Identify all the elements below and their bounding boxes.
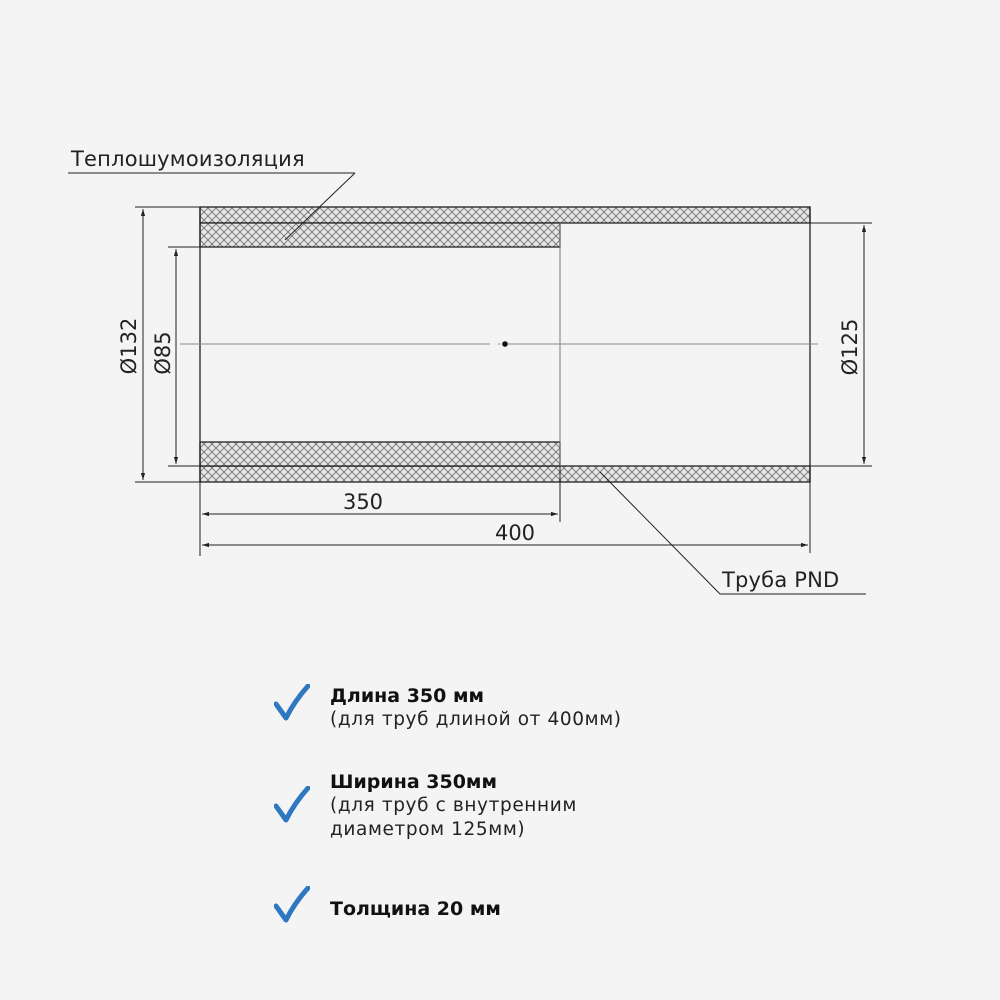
feature-width-note: (для труб с внутренним диаметром 125мм) bbox=[330, 795, 577, 840]
feature-length-note: (для труб длиной от 400мм) bbox=[330, 709, 622, 730]
checkmark-icon bbox=[274, 886, 310, 926]
dim-length-350-label: 350 bbox=[342, 490, 384, 514]
feature-item-thickness bbox=[270, 880, 870, 930]
feature-thickness-title: Толщина 20 мм bbox=[330, 898, 501, 920]
feature-length-title: Длина 350 мм bbox=[330, 685, 485, 707]
feature-width-title: Ширина 350мм bbox=[330, 771, 497, 793]
callout-pipe-leader bbox=[600, 472, 720, 594]
feature-list bbox=[270, 684, 870, 930]
pipe-wall-bottom bbox=[200, 466, 810, 482]
checkmark-icon bbox=[274, 786, 310, 826]
center-point bbox=[502, 341, 508, 347]
dim-length-400-label: 400 bbox=[494, 521, 536, 545]
checkmark-icon bbox=[274, 684, 310, 724]
insulation-bottom bbox=[200, 442, 560, 466]
pipe-wall-top bbox=[200, 207, 810, 223]
insulation-top bbox=[200, 223, 560, 247]
dim-inner-diameter-label: Ø85 bbox=[151, 331, 175, 375]
dim-pipe-diameter-label: Ø125 bbox=[838, 318, 862, 376]
feature-item-width bbox=[270, 770, 870, 880]
feature-item-length bbox=[270, 684, 870, 770]
callout-insulation-label: Теплошумоизоляция bbox=[71, 147, 305, 171]
callout-pipe-label: Труба PND bbox=[722, 568, 840, 592]
dim-outer-diameter-label: Ø132 bbox=[117, 317, 141, 375]
